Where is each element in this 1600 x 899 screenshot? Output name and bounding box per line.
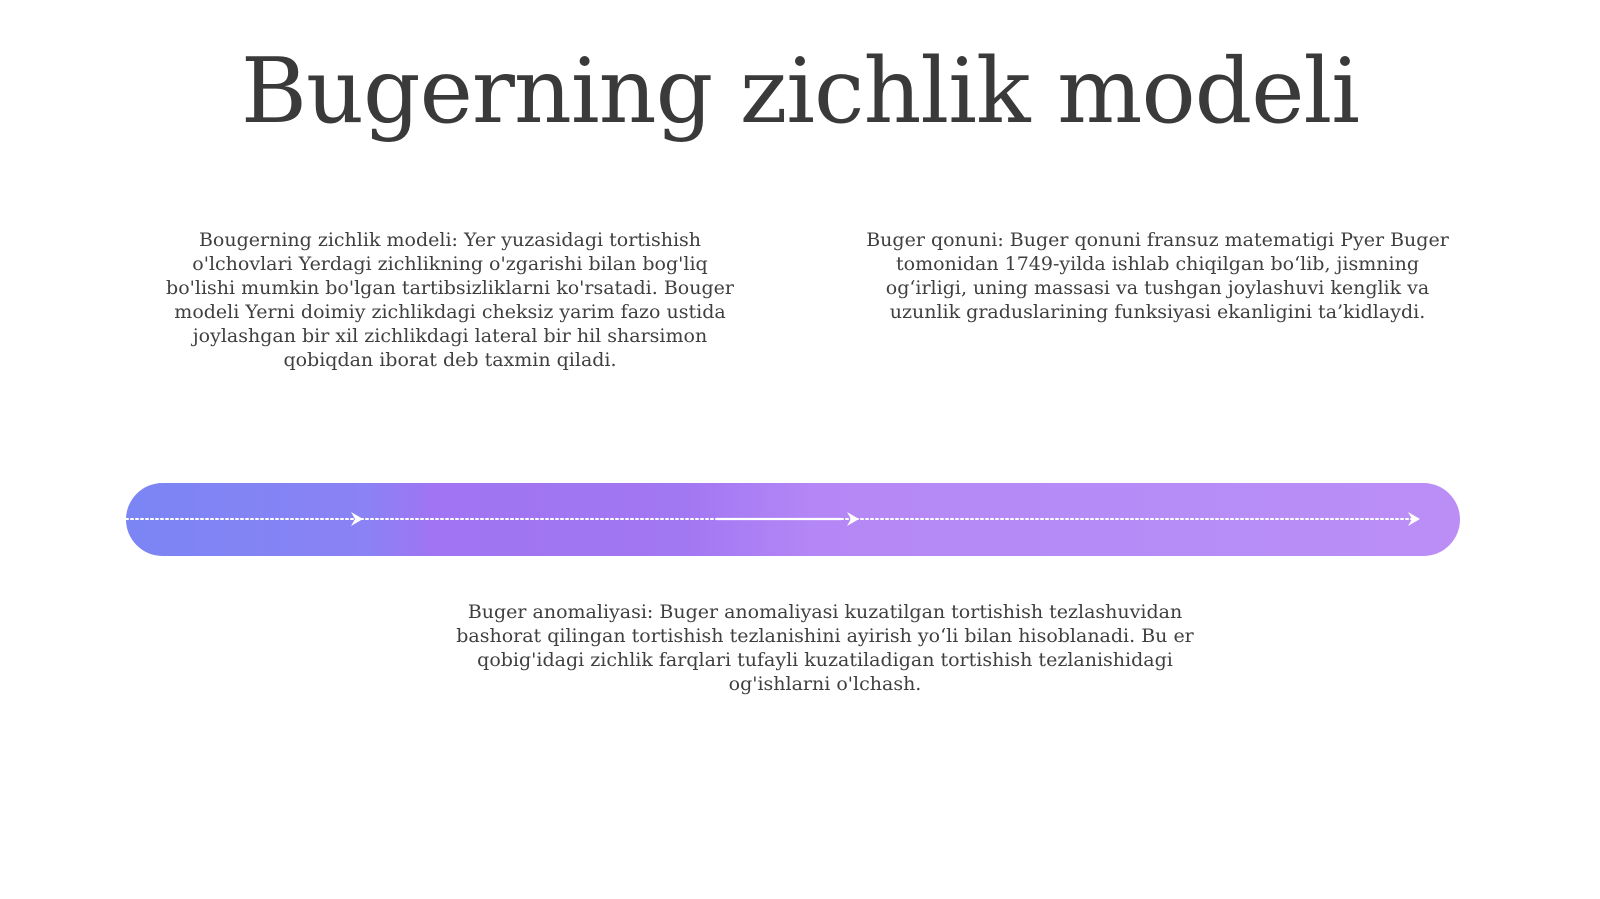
- density-model-text: Bougerning zichlik modeli: Yer yuzasidagi tortishish o'lchovlari Yerdagi zichlikning o'zgarishi bilan bog'liq bo'lishi mumkin bo'lgan tartibsizliklarni ko'rsatadi. Bouger modeli Yerni doimiy zichlikdagi cheksiz yarim fazo ustida joylashgan bir xil zichlikdagi lateral bir hil sharsimon qobiqdan iborat deb taxmin qiladi.: [166, 229, 734, 371]
- buger-law-text: Buger qonuni: Buger qonuni fransuz matematigi Pyer Buger tomonidan 1749-yilda ishlab chiqilgan bo‘lib, jismning og‘irligi, uning massasi va tushgan joylashuvi kenglik va uzunlik graduslarining funksiyasi ekanligini ta’kidlaydi.: [866, 229, 1449, 323]
- timeline-arrows: [126, 483, 1460, 556]
- buger-anomaly-text: Buger anomaliyasi: Buger anomaliyasi kuzatilgan tortishish tezlashuvidan bashorat qilingan tortishish tezlanishini ayirish yo‘li bilan hisoblanadi. Bu er qobig'idagi zichlik farqlari tufayli kuzatiladigan tortishish tezlanishidagi og'ishlarni o'lchash.: [456, 601, 1194, 695]
- arrow-right-icon: [1408, 512, 1420, 526]
- slide-title: Bugerning zichlik modeli: [240, 39, 1360, 144]
- timeline-bar: [126, 483, 1460, 556]
